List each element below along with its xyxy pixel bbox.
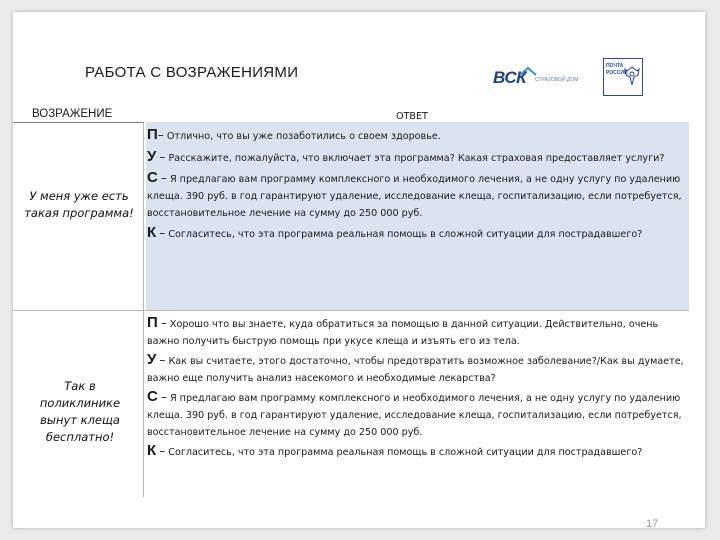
answer-letter: У: [147, 351, 157, 368]
answer-dash: –: [159, 444, 166, 458]
answer-letter: П: [147, 126, 158, 143]
slide-title: РАБОТА С ВОЗРАЖЕНИЯМИ: [85, 64, 299, 81]
vsk-logo-subtext: СТРАХОВОЙ ДОМ: [535, 77, 579, 83]
answer-row-2: [147, 314, 692, 461]
answer-item-s: [147, 388, 692, 441]
slide: [13, 12, 705, 528]
column-header-objection: ВОЗРАЖЕНИЕ: [32, 108, 113, 120]
answer-letter: К: [147, 224, 157, 241]
column-header-answer: ОТВЕТ: [396, 111, 428, 122]
answer-dash: –: [159, 150, 166, 164]
answer-letter: П: [147, 314, 158, 331]
post-logo-text: ПОЧТА РОССИИ: [606, 63, 628, 76]
answer-dash: –: [157, 128, 164, 142]
answer-dash: –: [160, 171, 167, 185]
answer-item-p: [147, 126, 692, 145]
answer-text: Согласитесь, что эта программа реальная помощь в сложной ситуации для пострадавшего?: [168, 229, 643, 240]
answer-dash: –: [160, 316, 167, 330]
answer-item-u: [147, 148, 692, 167]
vsk-logo: [493, 66, 599, 90]
objection-text-row-1: У меня уже есть такая программа!: [24, 189, 134, 220]
answer-text: Я предлагаю вам программу комплексного и необходимого лечения, а не одну услугу по удалению клеща. 390 руб. в год гарантируют удаление, исследование клеща, госпитализацию, если потребуется, восстановительное лечение на сумму до 250 000 руб.: [147, 174, 682, 219]
answer-dash: –: [159, 226, 166, 240]
answer-dash: –: [159, 353, 166, 367]
answer-letter: К: [147, 442, 157, 459]
answer-text: Я предлагаю вам программу комплексного и необходимого лечения, а не одну услугу по удалению клеща. 390 руб. в год гарантируют удаление, исследование клеща, госпитализацию, если потребуется, восстановительное лечение на сумму до 250 000 руб.: [147, 393, 682, 438]
answer-text: Отлично, что вы уже позаботились о своем здоровье.: [166, 131, 441, 142]
answer-item-p: [147, 314, 692, 350]
answer-letter: С: [147, 388, 158, 405]
answer-item-u: [147, 351, 692, 387]
objection-text-row-2: Так в поликлинике вынут клеща бесплатно!: [39, 379, 121, 444]
answer-text: Хорошо что вы знаете, куда обратиться за помощью в данной ситуации. Действительно, очень важно получить быструю помощь при укусе клеща и изъять его из тела.: [147, 319, 659, 347]
answer-letter: У: [147, 148, 157, 165]
answer-text: Как вы считаете, этого достаточно, чтобы предотвратить возможное заболевание?/Как вы думаете, важно еще получить анализ насекомого и необходимые лекарства?: [147, 356, 684, 384]
russian-post-logo: [603, 58, 643, 96]
answer-item-k: [147, 442, 692, 461]
vsk-logo-text: ВСК: [493, 68, 527, 87]
page-number: 17: [646, 518, 659, 528]
answer-text: Расскажите, пожалуйста, что включает эта программа? Какая страховая предоставляет услуги?: [168, 153, 665, 164]
eagle-emblem-icon: [624, 65, 640, 87]
answer-dash: –: [160, 390, 167, 404]
answer-text: Согласитесь, что эта программа реальная помощь в сложной ситуации для пострадавшего?: [168, 447, 643, 458]
answer-item-s: [147, 169, 692, 222]
answer-letter: С: [147, 169, 158, 186]
answer-item-k: [147, 224, 692, 243]
answer-row-1: [147, 126, 692, 243]
